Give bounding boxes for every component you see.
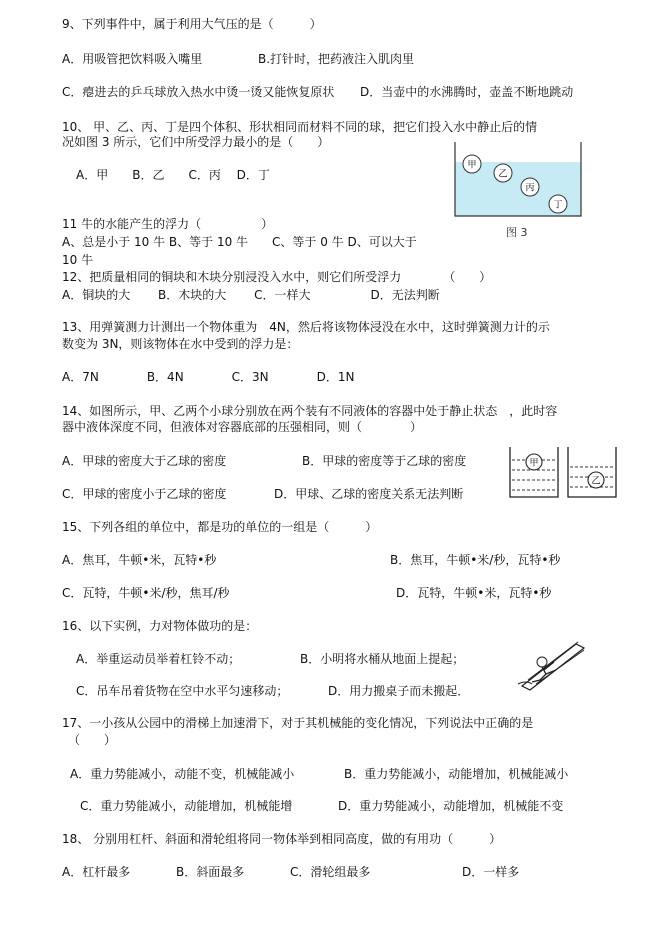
q11-options-continued: 10 牛 bbox=[62, 253, 94, 267]
slide-child-illustration bbox=[512, 640, 588, 692]
svg-text:甲: 甲 bbox=[467, 160, 477, 171]
figure-3-caption: 图 3 bbox=[506, 226, 528, 239]
q17-answer-paren: （ ） bbox=[68, 733, 117, 747]
q14-stem-line2: 器中液体深度不同，但液体对容器底部的压强相同，则（ ） bbox=[62, 420, 423, 434]
q14-stem-line1: 14、如图所示，甲、乙两个小球分别放在两个装有不同液体的容器中处于静止状态 ，此时容 bbox=[62, 404, 558, 418]
q15-stem: 15、下列各组的单位中，都是功的单位的一组是（ ） bbox=[62, 520, 378, 534]
q9-option-c: C．瘪进去的乒乓球放入热水中烫一烫又能恢复原状 bbox=[62, 85, 335, 99]
q12-stem: 12、把质量相同的铜块和木块分别浸没入水中，则它们所受浮力 （ ） bbox=[62, 270, 492, 284]
ball-bing bbox=[521, 178, 539, 196]
q9-option-b: B.打针时，把药液注入肌肉里 bbox=[258, 52, 415, 66]
q15-option-a: A．焦耳，牛顿•米，瓦特•秒 bbox=[62, 553, 217, 567]
q11-options: A、总是小于 10 牛 B、等于 10 牛 C、等于 0 牛 D、可以大于 bbox=[62, 235, 417, 249]
figure-3-water-tank bbox=[452, 138, 586, 220]
container-yi bbox=[568, 447, 616, 497]
q18-option-d: D．一样多 bbox=[462, 865, 520, 879]
q18-option-a: A．杠杆最多 bbox=[62, 865, 131, 879]
q15-option-d: D．瓦特，牛顿•米，瓦特•秒 bbox=[396, 586, 552, 600]
svg-text:乙: 乙 bbox=[498, 169, 508, 180]
q9-stem: 9、下列事件中，属于利用大气压的是（ ） bbox=[62, 17, 322, 31]
q17-option-a: A．重力势能减小，动能不变，机械能减小 bbox=[70, 767, 295, 781]
q17-option-b: B．重力势能减小，动能增加，机械能减小 bbox=[344, 767, 569, 781]
q17-option-d: D．重力势能减小，动能增加，机械能不变 bbox=[338, 799, 564, 813]
q13-options: A．7N B．4N C．3N D．1N bbox=[62, 370, 355, 384]
container-jia bbox=[510, 447, 558, 497]
q17-stem: 17、一小孩从公园中的滑梯上加速滑下，对于其机械能的变化情况，下列说法中正确的是 bbox=[62, 716, 534, 730]
q14-option-c: C．甲球的密度小于乙球的密度 bbox=[62, 487, 227, 501]
q16-stem: 16、以下实例，力对物体做功的是： bbox=[62, 619, 258, 633]
q12-options: A．铜块的大 B．木块的大 C．一样大 D．无法判断 bbox=[62, 288, 440, 302]
q15-option-b: B．焦耳，牛顿•米/秒，瓦特•秒 bbox=[390, 553, 561, 567]
q11-stem: 11 牛的水能产生的浮力（ ） bbox=[62, 217, 274, 231]
q14-option-a: A．甲球的密度大于乙球的密度 bbox=[62, 454, 227, 468]
ball-ding bbox=[549, 195, 567, 213]
q18-stem: 18、 分别用杠杆、斜面和滑轮组将同一物体举到相同高度，做的有用功（ ） bbox=[62, 832, 502, 846]
q10-options: A．甲 B．乙 C．丙 D．丁 bbox=[76, 168, 270, 182]
ball-jia bbox=[463, 155, 481, 173]
q16-option-b: B．小明将水桶从地面上提起； bbox=[300, 652, 465, 666]
q9-option-d: D．当壶中的水沸腾时，壶盖不断地跳动 bbox=[360, 85, 574, 99]
q13-stem-line1: 13、用弹簧测力计测出一个物体重为 4N，然后将该物体浸没在水中，这时弹簧测力计的示 bbox=[62, 320, 550, 334]
q14-option-d: D．甲球、乙球的密度关系无法判断 bbox=[274, 487, 464, 501]
q13-stem-line2: 数变为 3N，则该物体在水中受到的浮力是： bbox=[62, 337, 299, 351]
ball-yi bbox=[494, 164, 512, 182]
q10-stem-line1: 10、 甲、乙、丙、丁是四个体积、形状相同而材料不同的球，把它们投入水中静止后的情 bbox=[62, 120, 538, 134]
q18-option-c: C．滑轮组最多 bbox=[290, 865, 371, 879]
svg-text:甲: 甲 bbox=[529, 458, 539, 469]
q16-option-d: D．用力搬桌子而未搬起． bbox=[328, 684, 470, 698]
q16-option-c: C．吊车吊着货物在空中水平匀速移动； bbox=[76, 684, 289, 698]
q14-figure-containers bbox=[506, 443, 622, 503]
svg-text:丁: 丁 bbox=[553, 200, 563, 211]
svg-text:丙: 丙 bbox=[525, 183, 535, 194]
q15-option-c: C．瓦特，牛顿•米/秒，焦耳/秒 bbox=[62, 586, 230, 600]
q9-option-a: A．用吸管把饮料吸入嘴里 bbox=[62, 52, 203, 66]
q16-option-a: A．举重运动员举着杠铃不动； bbox=[76, 652, 241, 666]
svg-text:乙: 乙 bbox=[591, 476, 601, 487]
q10-stem-line2: 况如图 3 所示，它们中所受浮力最小的是（ ） bbox=[62, 135, 330, 149]
q14-option-b: B．甲球的密度等于乙球的密度 bbox=[302, 454, 467, 468]
q18-option-b: B．斜面最多 bbox=[176, 865, 245, 879]
q17-option-c: C．重力势能减小，动能增加，机械能增 bbox=[80, 799, 293, 813]
